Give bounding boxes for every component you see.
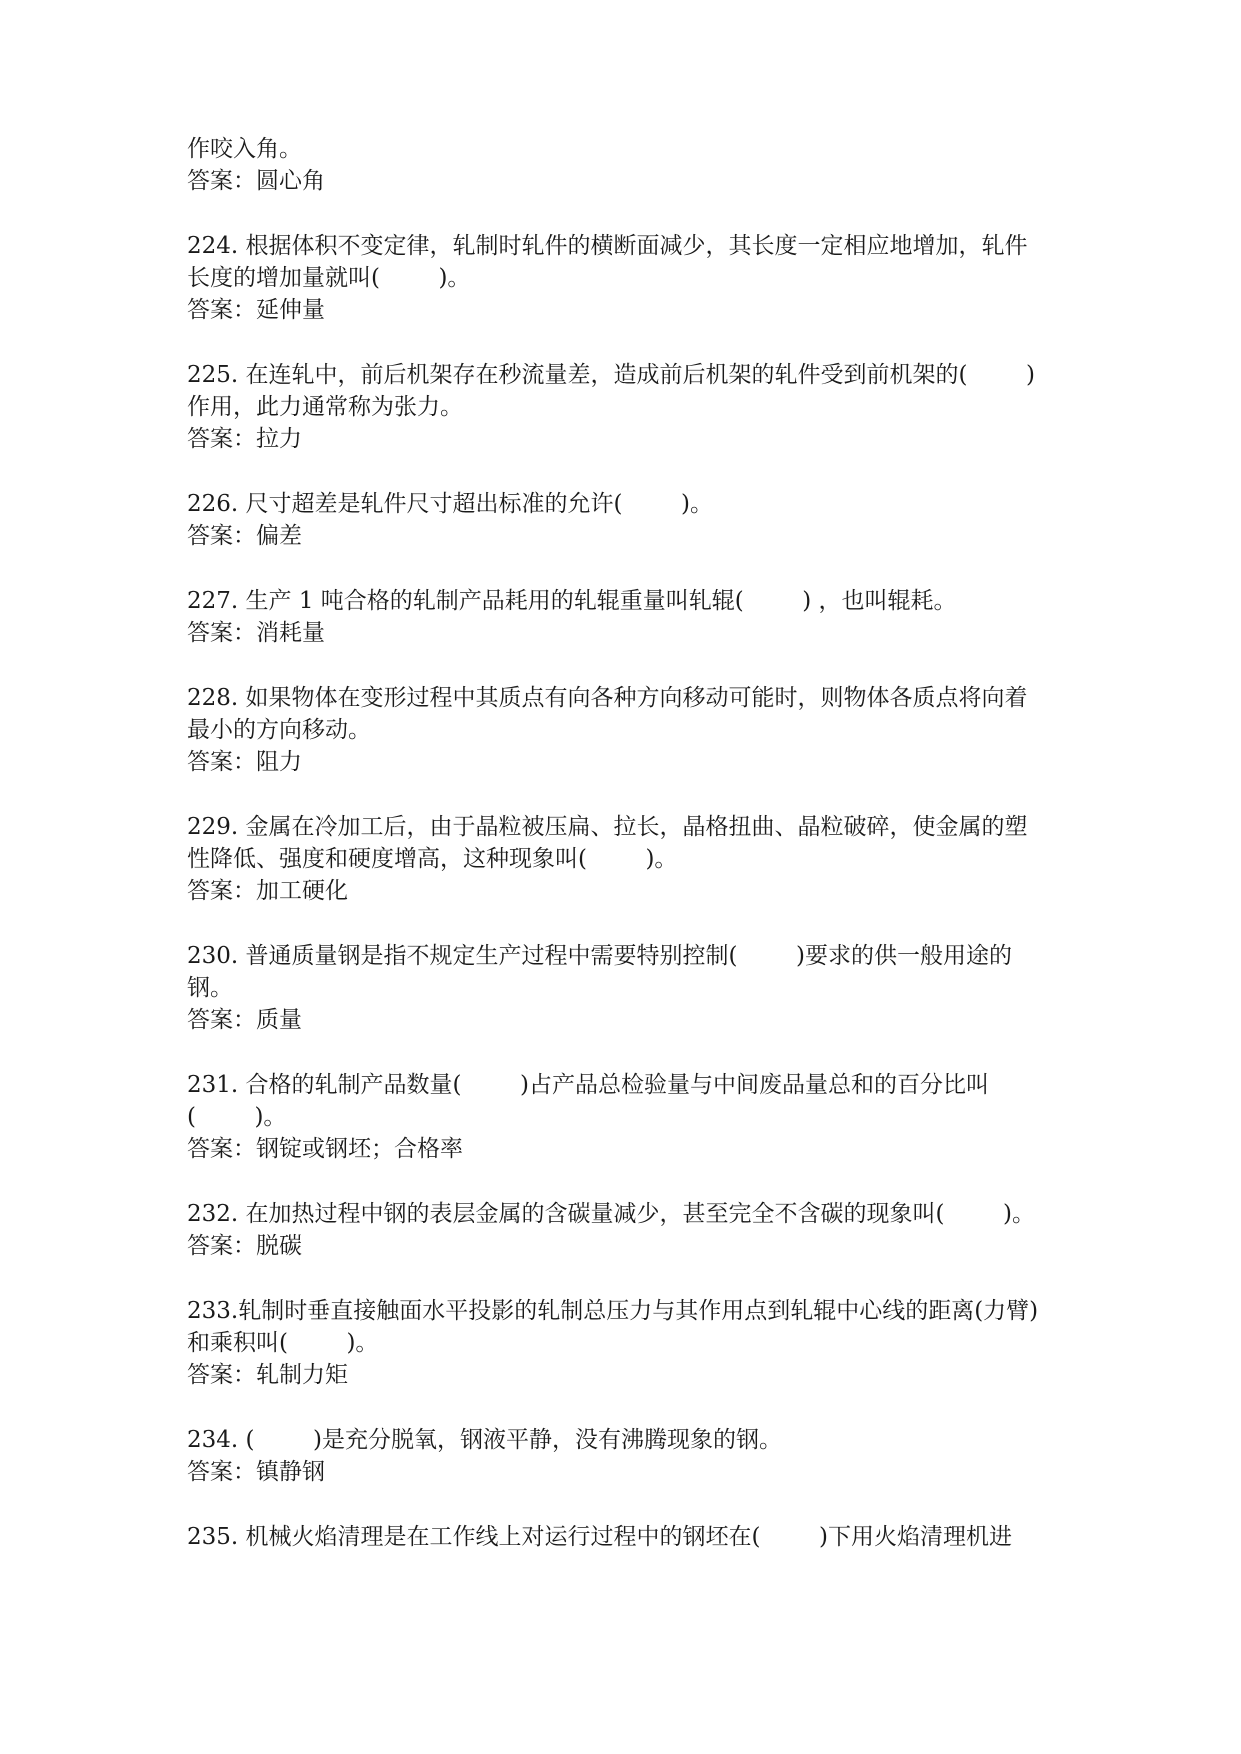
answer-text: 答案：轧制力矩 xyxy=(187,1362,348,1388)
question-item xyxy=(187,940,1099,1036)
question-text: 和乘积叫( )。 xyxy=(187,1330,379,1356)
question-text: 233.轧制时垂直接触面水平投影的轧制总压力与其作用点到轧辊中心线的距离(力臂) xyxy=(187,1298,1039,1324)
answer-text: 答案：偏差 xyxy=(187,523,302,549)
question-text: 229. 金属在冷加工后，由于晶粒被压扁、拉长，晶格扭曲、晶粒破碎，使金属的塑 xyxy=(187,814,1028,840)
answer-text: 答案：消耗量 xyxy=(187,620,325,646)
item-spacer xyxy=(187,1036,1099,1069)
question-text: 235. 机械火焰清理是在工作线上对运行过程中的钢坯在( )下用火焰清理机进 xyxy=(187,1524,1012,1550)
question-item xyxy=(187,359,1099,455)
question-item xyxy=(187,1521,1099,1553)
question-text: 长度的增加量就叫( )。 xyxy=(187,265,471,291)
item-spacer xyxy=(187,1165,1099,1198)
question-item xyxy=(187,488,1099,552)
question-item xyxy=(187,1295,1099,1391)
question-item xyxy=(187,682,1099,778)
question-text: 231. 合格的轧制产品数量( )占产品总检验量与中间废品量总和的百分比叫 xyxy=(187,1072,989,1098)
item-spacer xyxy=(187,907,1099,940)
answer-text: 答案：钢锭或钢坯；合格率 xyxy=(187,1136,463,1162)
answer-text: 答案：加工硬化 xyxy=(187,878,348,904)
item-spacer xyxy=(187,552,1099,585)
question-text: 230. 普通质量钢是指不规定生产过程中需要特别控制( )要求的供一般用途的 xyxy=(187,943,1012,969)
item-spacer xyxy=(187,455,1099,488)
question-item xyxy=(187,1424,1099,1488)
item-spacer xyxy=(187,1262,1099,1295)
question-text: 224. 根据体积不变定律，轧制时轧件的横断面减少，其长度一定相应地增加，轧件 xyxy=(187,233,1028,259)
question-text: 作用，此力通常称为张力。 xyxy=(187,394,463,420)
question-text: 最小的方向移动。 xyxy=(187,717,371,743)
question-text: 226. 尺寸超差是轧件尺寸超出标准的允许( )。 xyxy=(187,491,713,517)
item-spacer xyxy=(187,197,1099,230)
question-item xyxy=(187,811,1099,907)
question-text: ( )。 xyxy=(187,1104,287,1130)
answer-text: 答案：质量 xyxy=(187,1007,302,1033)
question-text: 228. 如果物体在变形过程中其质点有向各种方向移动可能时，则物体各质点将向着 xyxy=(187,685,1028,711)
answer-text: 答案：拉力 xyxy=(187,426,302,452)
answer-text: 答案：延伸量 xyxy=(187,297,325,323)
question-item xyxy=(187,585,1099,649)
question-item xyxy=(187,230,1099,326)
question-text: 227. 生产 1 吨合格的轧制产品耗用的轧辊重量叫轧辊( ) ，也叫辊耗。 xyxy=(187,588,957,614)
question-text: 钢。 xyxy=(187,975,233,1001)
item-spacer xyxy=(187,778,1099,811)
question-item xyxy=(187,1198,1099,1262)
answer-text: 答案：圆心角 xyxy=(187,168,325,194)
item-spacer xyxy=(187,1488,1099,1521)
question-text: 作咬入角。 xyxy=(187,136,302,162)
question-text: 232. 在加热过程中钢的表层金属的含碳量减少，甚至完全不含碳的现象叫( )。 xyxy=(187,1201,1035,1227)
question-text: 性降低、强度和硬度增高，这种现象叫( )。 xyxy=(187,846,678,872)
item-spacer xyxy=(187,326,1099,359)
answer-text: 答案：镇静钢 xyxy=(187,1459,325,1485)
question-item xyxy=(187,1069,1099,1165)
document-page xyxy=(187,133,1099,1553)
item-spacer xyxy=(187,1391,1099,1424)
answer-text: 答案：脱碳 xyxy=(187,1233,302,1259)
question-text: 234. ( )是充分脱氧，钢液平静，没有沸腾现象的钢。 xyxy=(187,1427,782,1453)
item-spacer xyxy=(187,649,1099,682)
question-text: 225. 在连轧中，前后机架存在秒流量差，造成前后机架的轧件受到前机架的( ) xyxy=(187,362,1035,388)
question-item xyxy=(187,133,1099,197)
answer-text: 答案：阻力 xyxy=(187,749,302,775)
